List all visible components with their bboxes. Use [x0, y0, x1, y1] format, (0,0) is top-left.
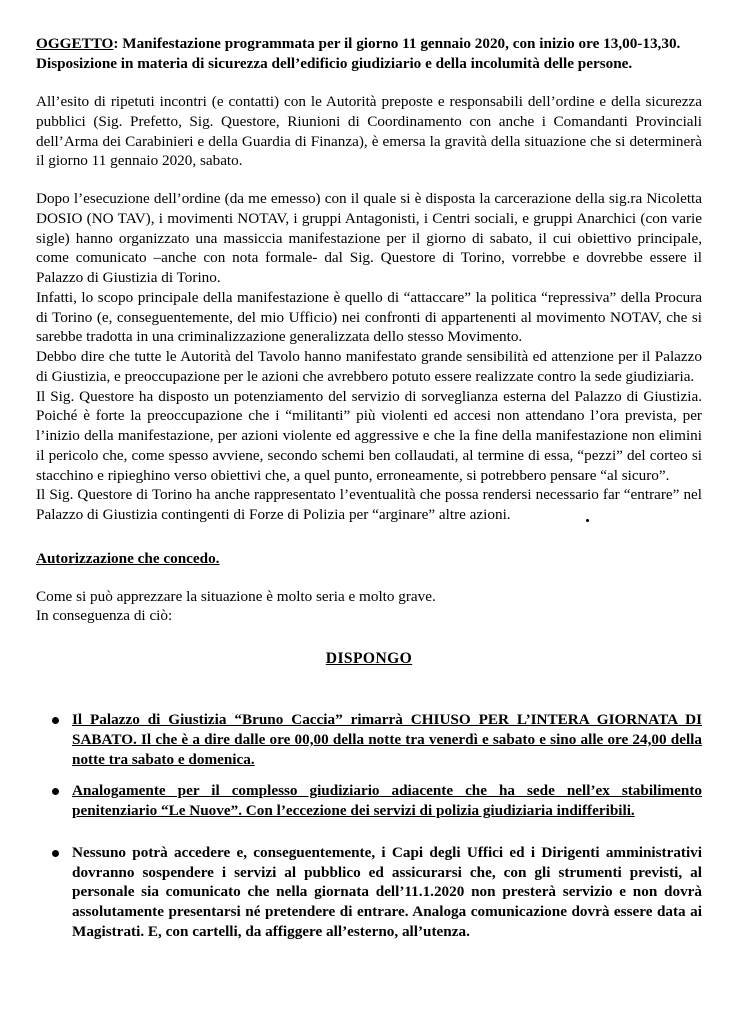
body-paragraph-3: Infatti, lo scopo principale della manifestazione è quello di “attaccare” la politica “repressiva” della Procura di Torino (e, conseguentemente, del mio Ufficio) nei confronti di appartenenti al movimento NOTAV, che si sarebbe tradotta in una criminalizzazione generalizzata dello stesso Movimento. [36, 288, 702, 346]
spacer [36, 74, 702, 92]
body-paragraph-2: Dopo l’esecuzione dell’ordine (da me emesso) con il quale si è disposta la carcerazione della sig.ra Nicoletta DOSIO (NO TAV), i movimenti NOTAV, i gruppi Antagonisti, i Centri sociali, e gruppi Anarchici (con varie sigle) hanno organizzato una massiccia manifestazione per il giorno di sabato, il cui obiettivo principale, come comunicato –anche con nota formale- dal Sig. Questore di Torino, vorrebbe e dovrebbe essere il Palazzo di Giustizia di Torino. [36, 190, 702, 287]
authorization-line: Autorizzazione che concedo. [36, 549, 220, 567]
subject-label: OGGETTO [36, 35, 114, 52]
spacer [36, 626, 702, 650]
spacer [36, 692, 702, 710]
body-paragraph-4: Debbo dire che tutte le Autorità del Tavolo hanno manifestato grande sensibilità ed attenzione per il Palazzo di Giustizia, e preoccupazione per le azioni che avrebbero potuto essere realizzate contro la sede giudiziaria. [36, 348, 702, 385]
spacer [36, 171, 702, 189]
body-paragraph-5: Il Sig. Questore ha disposto un potenziamento del servizio di sorveglianza esterna del Palazzo di Giustizia. Poiché è forte la preoccupazione che i “militanti” più violenti ed accesi non attendano l’ora prevista, per l’inizio della manifestazione, per azioni violente ed aggressive e che la fine della manifestazione non elimini il pericolo che, come spesso avviene, secondo schemi ben collaudati, al termine di essa, “pezzi” del corteo si stacchino e ripieghino verso obiettivi che, a quel punto, erroneamente, si potrebbero pensare “al sicuro”. [36, 387, 702, 484]
list-item: Analogamente per il complesso giudiziario adiacente che ha sede nell’ex stabilimento penitenziario “Le Nuove”. Con l’eccezione dei servizi di polizia giudiziaria indifferibili. [72, 782, 702, 820]
provision-list [36, 710, 702, 942]
dispongo-heading: DISPONGO [325, 650, 413, 668]
spacer [36, 525, 702, 549]
body-paragraph-6: Il Sig. Questore di Torino ha anche rappresentato l’eventualità che possa rendersi necessario far “entrare” nel Palazzo di Giustizia contingenti di Forze di Polizia per “arginare” altre azioni. [36, 486, 702, 524]
spacer [36, 668, 702, 692]
closing-paragraph-1: Come si può apprezzare la situazione è molto seria e molto grave. [36, 587, 436, 605]
subject-heading [36, 34, 702, 54]
subject-text: : Manifestazione programmata per il giorno 11 gennaio 2020, con inizio ore 13,00-13,30. [113, 35, 681, 52]
list-item: Nessuno potrà accedere e, conseguentemente, i Capi degli Uffici ed i Dirigenti amministrativi dovranno sospendere i servizi al pubblico ed assicurarsi che, con gli strumenti previsti, al personale sia comunicato che nella giornata dell’11.1.2020 non presterà servizio e non dovrà assolutamente presentarsi né pretendere di entrare. Analoga comunicazione dovrà essere data ai Magistrati. E, con cartelli, da affiggere all’esterno, all’utenza. [72, 843, 702, 940]
body-paragraph-1: All’esito di ripetuti incontri (e contatti) con le Autorità preposte e responsabili dell’ordine e della sicurezza pubblici (Sig. Prefetto, Sig. Questore, Riunioni di Coordinamento con anche i Comandanti Provinciali dell’Arma dei Carabinieri e della Guardia di Finanza), è emersa la gravità della situazione che si determinerà il giorno 11 gennaio 2020, sabato. [36, 93, 702, 170]
list-item: Il Palazzo di Giustizia “Bruno Caccia” rimarrà CHIUSO PER L’INTERA GIORNATA DI SABATO. Il che è a dire dalle ore 00,00 della notte tra venerdì e sabato e sino alle ore 24,00 della notte tra sabato e domenica. [72, 711, 702, 768]
subject-heading-line2: Disposizione in materia di sicurezza dell’edificio giudiziario e della incolumità delle persone. [36, 55, 633, 73]
spacer [36, 569, 702, 587]
closing-paragraph-2: In conseguenza di ciò: [36, 607, 173, 625]
